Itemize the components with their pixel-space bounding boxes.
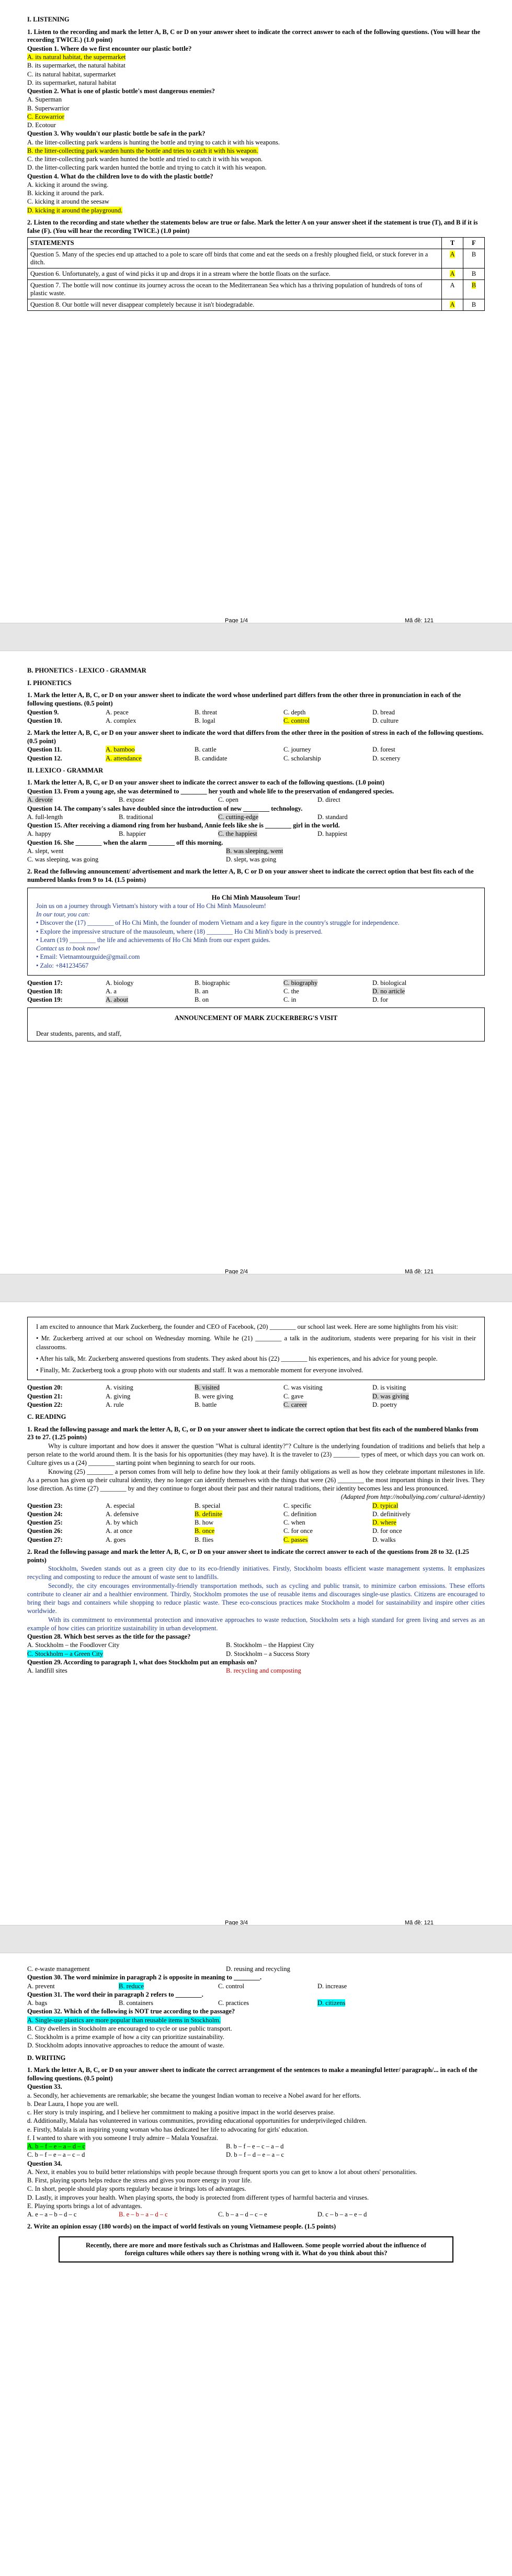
option-14c: C. cutting-edge — [218, 813, 259, 821]
section-phonetics-lexico-grammar: B. PHONETICS - LEXICO - GRAMMAR — [27, 667, 146, 674]
option-20b: B. visited — [195, 1384, 220, 1392]
phonetics-instruction-2: 2. Mark the letter A, B, C, or D on your answer sheet to indicate the word that differs from the other three in the position of stress in each of the following questions. (0.5 point) — [27, 729, 484, 745]
option-10b: B. logal — [195, 716, 215, 724]
question-34: Question 34. — [27, 2159, 62, 2167]
option-22a: A. rule — [106, 1401, 124, 1408]
option-10c: C. control — [283, 716, 310, 724]
option-25b: B. how — [195, 1519, 214, 1527]
advertisement-line-2: In our tour, you can: — [36, 911, 90, 918]
option-18c: C. the — [283, 988, 299, 995]
option-19c: C. in — [283, 996, 297, 1004]
option-34d: D. c – b – a – e – d — [317, 2211, 367, 2219]
question-22: Question 22: — [27, 1401, 63, 1408]
option-13a: A. devote — [27, 796, 53, 804]
option-10d: D. culture — [372, 716, 399, 724]
statement-6-false: B — [463, 268, 485, 280]
option-33a: A. b – f – e – a – d – c — [27, 2143, 86, 2151]
question-20: Question 20: — [27, 1384, 63, 1392]
question-3: Question 3. Why wouldn't our plastic bottle be safe in the park? — [27, 130, 206, 138]
option-16a: A. slept, went — [27, 847, 64, 855]
reading-instruction-2: 2. Read the following passage and mark the letter A, B, C, or D on your answer sheet to indicate the correct answer to each of the questions from 28 to 32. (1.25 points) — [27, 1548, 469, 1564]
option-13c: C. open — [218, 796, 238, 804]
option-3c: C. the litter-collecting park warden hunted the bottle and tried to catch it with his weapon. — [27, 155, 263, 163]
option-15d: D. happiest — [317, 830, 347, 838]
subsection-lexico-grammar: II. LEXICO - GRAMMAR — [27, 766, 104, 774]
option-29c: C. e-waste management — [27, 1965, 90, 1973]
option-29a: A. landfill sites — [27, 1667, 67, 1675]
q34-sentence-e: E. Playing sports brings a lot of advantages. — [27, 2202, 142, 2210]
statement-7-true: A — [442, 280, 463, 299]
option-22d: D. poetry — [372, 1401, 397, 1408]
advertisement-line-4: • Explore the impressive structure of the mausoleum, where (18) ________ Ho Chi Minh's body is preserved. — [36, 927, 323, 935]
option-1b: B. its supermarket, the natural habitat — [27, 62, 126, 70]
option-4a: A. kicking it around the swing. — [27, 181, 109, 188]
option-34c: C. b – a – d – c – e — [218, 2211, 267, 2219]
statements-header: STATEMENTS — [28, 238, 442, 249]
question-10: Question 10. — [27, 716, 62, 724]
announcement-paragraph-2: • Mr. Zuckerberg arrived at our school on Wednesday morning. While he (21) ________ a talk in the auditorium, students were preparing for his visit in their classrooms. — [36, 1335, 476, 1351]
option-2b: B. Superwarrior — [27, 104, 70, 112]
q33-sentence-a: a. Secondly, her achievements are remarkable; she became the youngest Indian woman to receive a Nobel award for her efforts. — [27, 2091, 361, 2099]
option-33b: B. b – f – e – c – a – d — [226, 2143, 284, 2151]
q33-sentence-e: e. Firstly, Malala is an inspiring young woman who has dedicated her life to advocating for girls' education. — [27, 2125, 309, 2133]
advertisement-line-6: Contact us to book now! — [36, 945, 100, 952]
page-gap — [0, 1274, 512, 1302]
question-19: Question 19: — [27, 996, 63, 1004]
listening-instruction-1: 1. Listen to the recording and mark the letter A, B, C or D on your answer sheet to indicate the correct answer to each of the following questions. (You will hear the recording TWICE.) (1.0 point) — [27, 28, 481, 44]
option-29b: B. recycling and composting — [226, 1667, 301, 1675]
question-4: Question 4. What do the children love to do with the plastic bottle? — [27, 172, 213, 180]
option-16b: B. was sleeping, went — [226, 847, 283, 855]
option-30a: A. prevent — [27, 1982, 55, 1990]
statement-5-true: A — [450, 251, 455, 259]
question-32: Question 32. Which of the following is NOT true according to the passage? — [27, 2008, 235, 2015]
reading-2-paragraph-3: With its commitment to environmental protection and innovative approaches to waste reduction, Stockholm sets a high standard for green living and serves as an example of how cities can prioritize sustainability in urban development. — [27, 1616, 485, 1632]
option-14d: D. standard — [317, 813, 348, 821]
option-1d: D. its supermarket, natural habitat — [27, 79, 117, 86]
section-reading: C. READING — [27, 1413, 66, 1420]
question-2: Question 2. What is one of plastic bottle's most dangerous enemies? — [27, 87, 215, 95]
listening-instruction-2: 2. Listen to the recording and state whether the statements below are true or false. Mark the letter A on your answer sheet if the statement is true (T), and B if it is false (F). (You will hear the recording TWICE.) (1.0 point) — [27, 218, 478, 234]
option-3b: B. the litter-collecting park warden hunts the bottle and tries to catch it with his weapon. — [27, 147, 258, 154]
announcement-paragraph-3: • After his talk, Mr. Zuckerberg answered questions from students. They asked about his (22) ________ his experiences, and his advice for young people. — [36, 1354, 438, 1362]
q34-sentence-a: A. Next, it enables you to build better relationships with people because through frequent sports you can get to know a lot about others' personalities. — [27, 2168, 417, 2176]
option-17c: C. biography — [283, 979, 318, 987]
statement-8: Question 8. Our bottle will never disappear completely because it isn't biodegradable. — [28, 299, 442, 311]
section-writing: D. WRITING — [27, 2054, 66, 2062]
option-22b: B. battle — [195, 1401, 217, 1408]
option-30c: C. control — [218, 1982, 244, 1990]
option-32d: D. Stockholm adopts innovative approaches to reduce the amount of waste. — [27, 2042, 224, 2049]
option-31a: A. bags — [27, 1999, 48, 2007]
question-24: Question 24: — [27, 1510, 63, 1518]
option-28b: B. Stockholm – the Happiest City — [226, 1641, 314, 1649]
option-16d: D. slept, was going — [226, 856, 277, 863]
option-9b: B. threat — [195, 708, 218, 716]
option-20d: D. is visiting — [372, 1384, 406, 1392]
option-32a: A. Single-use plastics are more popular than reusable items in Stockholm. — [27, 2016, 221, 2024]
option-28a: A. Stockholm – the Foodlover City — [27, 1641, 120, 1649]
option-4c: C. kicking it around the seesaw — [27, 198, 109, 206]
option-18b: B. an — [195, 988, 209, 995]
option-34b: B. e – b – a – d – c — [119, 2211, 168, 2219]
question-18: Question 18: — [27, 988, 63, 995]
option-22c: C. career — [283, 1401, 308, 1408]
option-21d: D. was giving — [372, 1392, 409, 1400]
option-1c: C. its natural habitat, supermarket — [27, 70, 116, 78]
statement-8-false: B — [463, 299, 485, 311]
section-listening: I. LISTENING — [27, 16, 70, 23]
option-2d: D. Ecotour — [27, 121, 56, 129]
announcement-box — [27, 1007, 485, 1041]
option-17d: D. biological — [372, 979, 407, 987]
page-number: Page 1/4 — [225, 618, 248, 623]
option-33c: C. b – f – e – a – c – d — [27, 2151, 85, 2159]
option-2a: A. Superman — [27, 96, 62, 104]
writing-instruction-2: 2. Write an opinion essay (180 words) on the impact of world festivals on young Vietnamese people. (1.5 points) — [27, 2223, 336, 2231]
question-30: Question 30. The word minimize in paragraph 2 is opposite in meaning to ________. — [27, 1974, 262, 1981]
option-19b: B. on — [195, 996, 209, 1004]
advertisement-line-5: • Learn (19) ________ the life and achievements of Ho Chi Minh from our expert guides. — [36, 936, 271, 944]
question-21: Question 21: — [27, 1392, 63, 1400]
page-number: Page 2/4 — [225, 1269, 248, 1274]
question-23: Question 23: — [27, 1502, 63, 1509]
option-25c: C. when — [283, 1519, 305, 1527]
question-28: Question 28. Which best serves as the title for the passage? — [27, 1633, 191, 1641]
reading-2-paragraph-1: Stockholm, Sweden stands out as a green city due to its eco-friendly initiatives. Firstly, Stockholm boasts efficient waste management systems. It emphasizes recycling and composting to reduce the amount of waste sent to landfills. — [27, 1565, 485, 1581]
option-4b: B. kicking it around the park. — [27, 189, 104, 197]
advertisement-box — [27, 888, 485, 976]
reading-1-paragraph-1: Why is culture important and how does it answer the question "What is cultural identity?"? Culture is the underlying foundation of traditions and beliefs that help a person relate to the world around them. It is the basis for his opportunities (they may have). It is the traveler to (23) ________ types of meet, or which days you can work on. Culture gives us a (24) ________ starting point when beginning to search for our roots. — [27, 1442, 485, 1467]
grammar-instruction-2: 2. Read the following announcement/ advertisement and mark the letter A, B, C or D on your answer sheet to indicate the correct option that best fits each of the numbered blanks from 9 to 14. (1.5 points) — [27, 868, 474, 883]
advertisement-email: • Email: Vietnamtourguide@gmail.com — [36, 953, 140, 961]
option-27d: D. walks — [372, 1536, 396, 1543]
option-11c: C. journey — [283, 746, 311, 754]
option-2c: C. Ecowarrior — [27, 113, 64, 120]
option-11a: A. bamboo — [106, 746, 135, 754]
option-18a: A. a — [106, 988, 117, 995]
option-24c: C. definition — [283, 1510, 317, 1518]
question-33: Question 33. — [27, 2083, 62, 2091]
option-26a: A. at once — [106, 1527, 133, 1535]
option-12d: D. scenery — [372, 754, 401, 762]
essay-prompt-box: Recently, there are more and more festivals such as Christmas and Halloween. Some people worried about the influence of foreign cultures while others say there is nothing wrong with it. What do you think about this? — [59, 2236, 453, 2263]
announcement-paragraph-4: • Finally, Mr. Zuckerberg took a group photo with our students and staff. It was a memorable moment for everyone involved. — [36, 1367, 363, 1374]
question-13: Question 13. From a young age, she was determined to ________ her youth and whole life to the preservation of endangered species. — [27, 788, 394, 795]
advertisement-line-1: Join us on a journey through Vietnam's history with a tour of Ho Chi Minh Mausoleum! — [36, 902, 266, 910]
option-12c: C. scholarship — [283, 754, 321, 762]
statement-7: Question 7. The bottle will now continue its journey across the ocean to the Mediterranean Sea which has a thriving population of hundreds of tons of plastic waste. — [28, 280, 442, 299]
option-27a: A. goes — [106, 1536, 126, 1543]
reading-instruction-1: 1. Read the following passage and mark the letter A, B, C, or D on your answer sheet to indicate the correct option that best fits each of the numbered blanks from 23 to 27. (1.25 points) — [27, 1425, 479, 1441]
option-16c: C. was sleeping, was going — [27, 856, 99, 863]
q34-sentence-d: D. Lastly, it improves your health. When playing sports, the body is protected from different types of harmful bacteria and viruses. — [27, 2193, 369, 2201]
true-header: T — [442, 238, 463, 249]
option-21c: C. gave — [283, 1392, 304, 1400]
statement-7-false: B — [471, 282, 476, 289]
grammar-instruction-1: 1. Mark the letter A, B, C, or D on your answer sheet to indicate the correct answer to each of the following questions. (1.0 point) — [27, 779, 384, 787]
option-4d: D. kicking it around the playground. — [27, 206, 123, 214]
option-17b: B. biographic — [195, 979, 231, 987]
option-28d: D. Stockholm – a Success Story — [226, 1650, 310, 1657]
page-number: Page 3/4 — [225, 1920, 248, 1925]
option-9c: C. depth — [283, 708, 306, 716]
exam-code: Mã đề: 121 — [404, 1920, 434, 1925]
option-33d: D. b – f – d – e – a – c — [226, 2151, 285, 2159]
option-25d: D. where — [372, 1519, 396, 1527]
option-13b: B. expose — [119, 796, 145, 804]
option-23b: B. special — [195, 1502, 221, 1509]
option-21a: A. giving — [106, 1392, 131, 1400]
option-24b: B. definite — [195, 1510, 222, 1518]
option-31d: D. citizens — [317, 1999, 346, 2007]
reading-1-paragraph-2: Knowing (25) ________ a person comes from will help to define how they look at their family obligations as well as how they celebrate important milestones in life. As a person has given up their cultural identity, they no longer can identify themselves with the things that were (26) ________ the most important things in their lives. They lose direction. As time (27) ________ by and they continue to forget about their past and their natural traditions, their identity becomes less and less pronounced. — [27, 1468, 485, 1493]
question-26: Question 26: — [27, 1527, 63, 1535]
option-19a: A. about — [106, 996, 129, 1004]
option-28c: C. Stockholm – a Green City — [27, 1650, 104, 1657]
page-gap — [0, 623, 512, 651]
question-31: Question 31. The word their in paragraph 2 refers to ________. — [27, 1990, 203, 1998]
exam-code: Mã đề: 121 — [404, 618, 434, 623]
announcement-paragraph-1: I am excited to announce that Mark Zuckerberg, the founder and CEO of Facebook, (20) ________ our school last week. Here are some highlights from his visit: — [36, 1323, 458, 1330]
question-14: Question 14. The company's sales have doubled since the introduction of new ________ technology. — [27, 804, 303, 812]
option-15a: A. happy — [27, 830, 51, 838]
page-1 — [0, 0, 512, 623]
writing-instruction-1: 1. Mark the letter A, B, C, or D on your answer sheet to indicate the correct arrangement of the sentences to make a meaningful letter/ paragraph/... in each of the following questions. (0.5 point) — [27, 2066, 477, 2082]
question-16: Question 16. She ________ when the alarm ________ off this morning. — [27, 838, 223, 846]
question-29: Question 29. According to paragraph 1, what does Stockholm put an emphasis on? — [27, 1658, 257, 1666]
option-10a: A. complex — [106, 716, 136, 724]
option-23d: D. typical — [372, 1502, 399, 1509]
question-15: Question 15. After receiving a diamond ring from her husband, Annie feels like she is ________ girl in the world. — [27, 822, 340, 829]
announcement-body-box — [27, 1317, 485, 1380]
option-23a: A. especial — [106, 1502, 135, 1509]
announcement-title: ANNOUNCEMENT OF MARK ZUCKERBERG'S VISIT — [174, 1014, 338, 1022]
option-32c: C. Stockholm is a prime example of how a city can prioritize sustainability. — [27, 2033, 224, 2041]
option-9a: A. peace — [106, 708, 129, 716]
option-25a: A. by which — [106, 1519, 138, 1527]
advertisement-zalo: • Zalo: +841234567 — [36, 961, 89, 969]
question-12: Question 12. — [27, 754, 62, 762]
option-11b: B. cattle — [195, 746, 217, 754]
option-26b: B. once — [195, 1527, 215, 1535]
reading-2-paragraph-2: Secondly, the city encourages environmentally-friendly transportation methods, such as cycling and public transit, to minimize carbon emissions. These efforts contribute to cleaner air and a healthier environment. Thirdly, Stockholm promotes the use of reusable items and discourages single-use plastics. Citizens are encouraged to bring their bags and containers while shopping to reduce plastic waste. These eco-conscious practices make Stockholm a model for sustainability and inspire other cities worldwide. — [27, 1582, 485, 1615]
option-14b: B. traditional — [119, 813, 153, 821]
statement-5-false: B — [463, 249, 485, 268]
q33-sentence-f: f. I wanted to share with you someone I truly admire – Malala Yousafzai. — [27, 2134, 219, 2142]
question-9: Question 9. — [27, 708, 59, 716]
advertisement-line-3: • Discover the (17) ________ of Ho Chi Minh, the founder of modern Vietnam and a key figure in the country's struggle for independence. — [36, 919, 400, 927]
false-header: F — [463, 238, 485, 249]
statement-6: Question 6. Unfortunately, a gust of wind picks it up and drops it in a stream where the bottle floats on the surface. — [28, 268, 442, 280]
option-15b: B. happier — [119, 830, 146, 838]
option-17a: A. biology — [106, 979, 134, 987]
option-32b: B. City dwellers in Stockholm are encouraged to cycle or use public transport. — [27, 2024, 232, 2032]
option-12b: B. candidate — [195, 754, 227, 762]
reading-1-source: (Adapted from http://nobullying.com/ cultural-identity) — [340, 1493, 485, 1501]
option-34a: A. e – a – b – d – c — [27, 2211, 77, 2219]
option-19d: D. for — [372, 996, 388, 1004]
option-9d: D. bread — [372, 708, 395, 716]
option-20c: C. was visiting — [283, 1384, 323, 1392]
advertisement-title: Ho Chi Minh Mausoleum Tour! — [211, 893, 301, 901]
statement-6-true: A — [450, 270, 455, 278]
question-1: Question 1. Where do we first encounter our plastic bottle? — [27, 44, 192, 52]
option-20a: A. visiting — [106, 1384, 133, 1392]
question-25: Question 25: — [27, 1519, 63, 1527]
statements-table — [27, 237, 485, 311]
option-24a: A. defensive — [106, 1510, 139, 1518]
q34-sentence-b: B. First, playing sports helps reduce the stress and gives you more energy in your life. — [27, 2177, 252, 2185]
option-24d: D. definitively — [372, 1510, 411, 1518]
option-21b: B. were giving — [195, 1392, 233, 1400]
page-4 — [0, 1953, 512, 2576]
option-27b: B. flies — [195, 1536, 214, 1543]
q34-sentence-c: C. In short, people should play sports regularly because it brings lots of advantages. — [27, 2185, 246, 2193]
option-26c: C. for once — [283, 1527, 313, 1535]
option-3a: A. the litter-collecting park wardens is hunting the bottle and trying to catch it with his weapons. — [27, 138, 280, 146]
question-27: Question 27: — [27, 1536, 63, 1543]
option-26d: D. for once — [372, 1527, 402, 1535]
page-3 — [0, 1302, 512, 1925]
page-2 — [0, 651, 512, 1274]
question-17: Question 17: — [27, 979, 63, 987]
page-gap — [0, 1925, 512, 1953]
option-11d: D. forest — [372, 746, 395, 754]
option-15c: C. the happiest — [218, 830, 257, 838]
q33-sentence-b: b. Dear Laura, I hope you are well. — [27, 2100, 119, 2108]
announcement-greeting: Dear students, parents, and staff, — [36, 1029, 122, 1037]
option-31b: B. containers — [119, 1999, 153, 2007]
statement-5: Question 5. Many of the species end up attached to a pole to scare off birds that come and eat the seeds on a freshly ploughed field, or stuck forever in a ditch. — [28, 249, 442, 268]
option-23c: C. specific — [283, 1502, 312, 1509]
option-18d: D. no article — [372, 988, 405, 995]
exam-code: Mã đề: 121 — [404, 1269, 434, 1274]
option-31c: C. practices — [218, 1999, 249, 2007]
option-13d: D. direct — [317, 796, 340, 804]
option-30b: B. reduce — [119, 1982, 144, 1990]
question-11: Question 11. — [27, 746, 62, 754]
q33-sentence-d: d. Additionally, Malala has volunteered in various communities, providing educational opportunities for underprivileged children. — [27, 2117, 367, 2125]
option-1a: A. its natural habitat, the supermarket — [27, 53, 126, 61]
option-30d: D. increase — [317, 1982, 347, 1990]
option-14a: A. full-length — [27, 813, 63, 821]
phonetics-instruction-1: 1. Mark the letter A, B, C, or D on your answer sheet to indicate the word whose underlined part differs from the other three in pronunciation in each of the following questions. (0.5 point) — [27, 691, 461, 707]
statement-8-true: A — [450, 301, 455, 309]
subsection-phonetics: I. PHONETICS — [27, 679, 72, 687]
option-27c: C. passes — [283, 1536, 308, 1543]
option-29d: D. reusing and recycling — [226, 1965, 290, 1973]
q33-sentence-c: c. Her story is truly inspiring, and I believe her commitment to making a positive impact in the world deserves praise. — [27, 2109, 335, 2116]
option-3d: D. the litter-collecting park warden hunted the bottle and trying to catch it with his weapon. — [27, 164, 267, 172]
option-12a: A. attendance — [106, 754, 142, 762]
